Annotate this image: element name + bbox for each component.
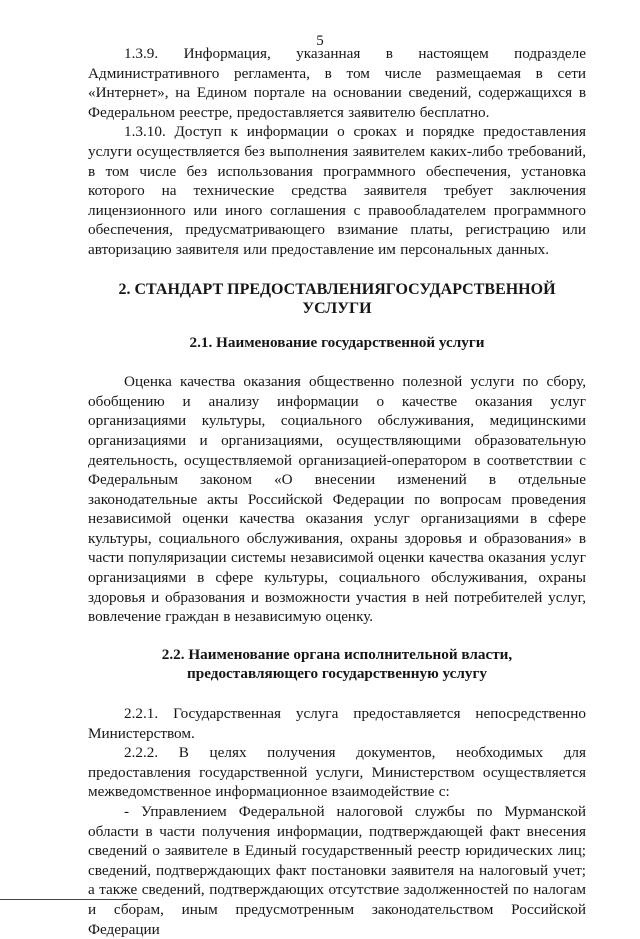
subsection-2-2-heading-line1: 2.2. Наименование органа исполнительной власти, bbox=[161, 645, 513, 663]
paragraph-1-3-9: 1.3.9. Информация, указанная в настоящем подразделе Административного регламента, в том числе размещаемая в сети «Интернет», на Едином портале на основании сведений, содержащихся в Федеральном реестре, предоставляется заявителю бесплатно. bbox=[88, 45, 586, 121]
section-2-heading-line1: 2. СТАНДАРТ ПРЕДОСТАВЛЕНИЯГОСУДАРСТВЕННОЙ bbox=[118, 280, 556, 298]
footer-divider bbox=[0, 899, 138, 900]
paragraph-2-1: Оценка качества оказания общественно полезной услуги по сбору, обобщению и анализу информации о качестве оказания услуг организациями культуры, социального обслуживания, медицинскими организациями и организациями, осуществляющими образовательную деятельность, осуществляемой организацией-оператором в соответствии с Федеральным законом «О внесении изменений в отдельные законодательные акты Российской Федерации по вопросам проведения независимой оценки качества оказания услуг организациями в сфере культуры, социального обслуживания, охраны здоровья и образования» в части популяризации системы независимой оценки качества оказания услуг организациями в сфере культуры, социального обслуживания, охраны здоровья и образования и возможности участия в ней потребителей услуг, вовлечение граждан в независимую оценку. bbox=[88, 373, 586, 626]
paragraph-2-2-2: 2.2.2. В целях получения документов, необходимых для предоставления государственной услуги, Министерством осуществляется межведомственное информационное взаимодействие с: bbox=[88, 744, 586, 801]
section-2-heading-line2: УСЛУГИ bbox=[302, 300, 372, 318]
page-number: 5 bbox=[316, 33, 324, 49]
subsection-2-2-heading-line2: предоставляющего государственную услугу bbox=[187, 665, 487, 683]
subsection-2-2-heading bbox=[88, 645, 586, 684]
paragraph-2-2-2-item: - Управлением Федеральной налоговой службы по Мурманской области в части получения информации, подтверждающей факт внесения сведений о заявителе в Единый государственный реестр юридических лиц; сведений, подтверждающих факт постановки заявителя на налоговый учет; а также сведений, подтверждающих отсутствие задолженностей по налогам и сборам, иным предусмотренным законодательством Российской Федерации bbox=[88, 803, 586, 938]
paragraph-1-3-10: 1.3.10. Доступ к информации о сроках и порядке предоставления услуги осуществляется без выполнения заявителем каких-либо требований, в том числе без использования программного обеспечения, установка которого на технические средства заявителя требует заключения лицензионного или иного соглашения с правообладателем программного обеспечения, предусматривающего взимание платы, регистрацию или авторизацию заявителя или предоставление им персональных данных. bbox=[88, 123, 586, 258]
document-body bbox=[88, 44, 586, 939]
section-2-heading bbox=[88, 280, 586, 319]
subsection-2-1-heading: 2.1. Наименование государственной услуги bbox=[189, 333, 485, 351]
paragraph-2-2-1: 2.2.1. Государственная услуга предоставляется непосредственно Министерством. bbox=[88, 705, 586, 742]
